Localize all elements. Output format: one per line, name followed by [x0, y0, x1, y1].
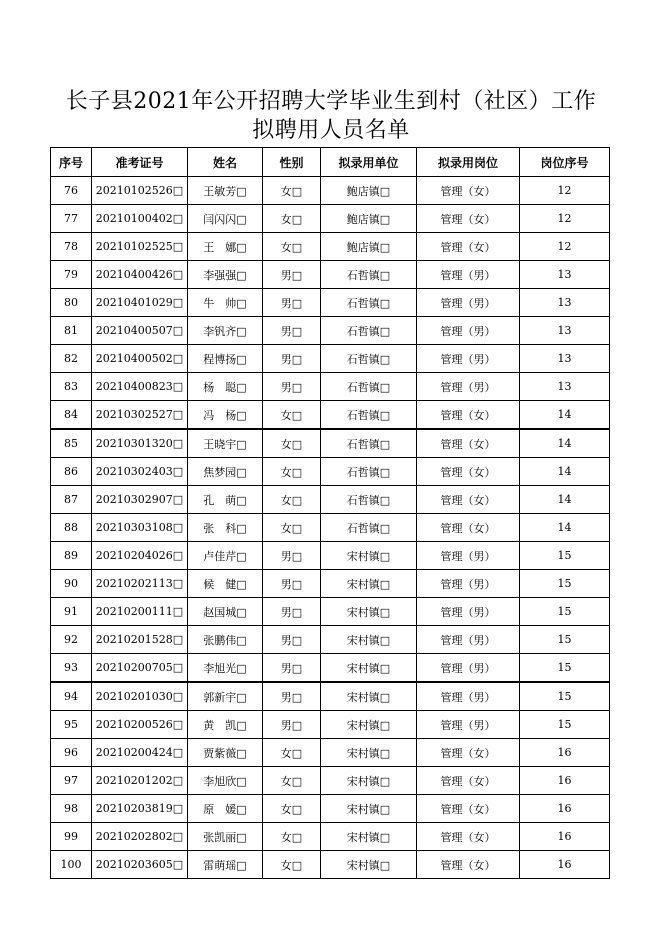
cell-index: 95: [51, 711, 92, 739]
cell-index: 86: [51, 458, 92, 486]
cell-gender: 女□: [263, 429, 321, 458]
cell-index: 77: [51, 205, 92, 233]
cell-post: 管理（女）: [417, 739, 520, 767]
cell-unit: 宋村镇□: [321, 711, 417, 739]
cell-index: 79: [51, 261, 92, 289]
table-row: [51, 851, 610, 879]
cell-post: 管理（女）: [417, 401, 520, 430]
cell-post: 管理（男）: [417, 711, 520, 739]
cell-post-number: 15: [520, 570, 610, 598]
table-row: [51, 401, 610, 430]
cell-index: 76: [51, 177, 92, 205]
cell-unit: 鲍店镇□: [321, 233, 417, 261]
cell-post-number: 15: [520, 626, 610, 654]
document-title-line2: 拟聘用人员名单: [252, 118, 410, 143]
cell-post-number: 12: [520, 177, 610, 205]
cell-exam-id: 20210100402□: [92, 205, 188, 233]
cell-name: 李旭光□: [188, 654, 263, 683]
cell-post-number: 14: [520, 401, 610, 430]
cell-exam-id: 20210201030□: [92, 682, 188, 711]
cell-post: 管理（女）: [417, 514, 520, 542]
cell-name: 杨 聪□: [188, 373, 263, 401]
cell-gender: 男□: [263, 542, 321, 570]
cell-exam-id: 20210200526□: [92, 711, 188, 739]
cell-index: 93: [51, 654, 92, 683]
header-name: 姓名: [188, 148, 263, 177]
cell-index: 78: [51, 233, 92, 261]
cell-unit: 宋村镇□: [321, 542, 417, 570]
table-row: [51, 654, 610, 683]
cell-name: 焦梦园□: [188, 458, 263, 486]
header-row: [51, 148, 610, 177]
cell-unit: 石哲镇□: [321, 317, 417, 345]
table-row: [51, 458, 610, 486]
cell-index: 90: [51, 570, 92, 598]
cell-gender: 男□: [263, 373, 321, 401]
table-row: [51, 795, 610, 823]
cell-unit: 石哲镇□: [321, 261, 417, 289]
cell-post: 管理（男）: [417, 598, 520, 626]
cell-index: 88: [51, 514, 92, 542]
cell-post-number: 13: [520, 317, 610, 345]
cell-unit: 宋村镇□: [321, 739, 417, 767]
cell-post-number: 13: [520, 261, 610, 289]
header-post-number: 岗位序号: [520, 148, 610, 177]
cell-post-number: 14: [520, 429, 610, 458]
cell-unit: 石哲镇□: [321, 429, 417, 458]
cell-post: 管理（女）: [417, 205, 520, 233]
cell-gender: 男□: [263, 345, 321, 373]
cell-gender: 女□: [263, 401, 321, 430]
cell-exam-id: 20210200705□: [92, 654, 188, 683]
cell-exam-id: 20210302907□: [92, 486, 188, 514]
cell-post-number: 15: [520, 711, 610, 739]
cell-exam-id: 20210302403□: [92, 458, 188, 486]
cell-name: 程博扬□: [188, 345, 263, 373]
cell-post: 管理（女）: [417, 233, 520, 261]
cell-exam-id: 20210400426□: [92, 261, 188, 289]
cell-name: 李强强□: [188, 261, 263, 289]
cell-unit: 宋村镇□: [321, 570, 417, 598]
cell-gender: 男□: [263, 654, 321, 683]
cell-post-number: 13: [520, 373, 610, 401]
cell-gender: 女□: [263, 514, 321, 542]
cell-gender: 男□: [263, 317, 321, 345]
cell-exam-id: 20210301320□: [92, 429, 188, 458]
cell-gender: 女□: [263, 458, 321, 486]
cell-post: 管理（女）: [417, 458, 520, 486]
cell-gender: 女□: [263, 205, 321, 233]
cell-index: 83: [51, 373, 92, 401]
cell-post-number: 15: [520, 542, 610, 570]
cell-name: 张凯丽□: [188, 823, 263, 851]
cell-name: 雷萌瑶□: [188, 851, 263, 879]
candidate-table: [50, 147, 610, 879]
cell-gender: 女□: [263, 767, 321, 795]
cell-unit: 石哲镇□: [321, 373, 417, 401]
table-row: [51, 711, 610, 739]
cell-post-number: 16: [520, 823, 610, 851]
cell-gender: 男□: [263, 711, 321, 739]
header-exam-id: 准考证号: [92, 148, 188, 177]
cell-post: 管理（女）: [417, 795, 520, 823]
cell-exam-id: 20210400507□: [92, 317, 188, 345]
cell-name: 牛 帅□: [188, 289, 263, 317]
cell-exam-id: 20210102526□: [92, 177, 188, 205]
cell-post-number: 16: [520, 795, 610, 823]
cell-exam-id: 20210200111□: [92, 598, 188, 626]
cell-post: 管理（女）: [417, 851, 520, 879]
cell-index: 98: [51, 795, 92, 823]
cell-unit: 石哲镇□: [321, 514, 417, 542]
cell-exam-id: 20210202113□: [92, 570, 188, 598]
table-row: [51, 767, 610, 795]
cell-unit: 宋村镇□: [321, 851, 417, 879]
cell-exam-id: 20210401029□: [92, 289, 188, 317]
cell-unit: 宋村镇□: [321, 795, 417, 823]
cell-post: 管理（男）: [417, 289, 520, 317]
table-row: [51, 486, 610, 514]
cell-index: 85: [51, 429, 92, 458]
table-row: [51, 233, 610, 261]
cell-post-number: 14: [520, 514, 610, 542]
cell-post-number: 13: [520, 345, 610, 373]
cell-name: 李旭欣□: [188, 767, 263, 795]
cell-post: 管理（男）: [417, 626, 520, 654]
cell-gender: 男□: [263, 626, 321, 654]
cell-post: 管理（男）: [417, 542, 520, 570]
cell-index: 82: [51, 345, 92, 373]
cell-exam-id: 20210400502□: [92, 345, 188, 373]
cell-index: 87: [51, 486, 92, 514]
cell-gender: 女□: [263, 851, 321, 879]
table-row: [51, 598, 610, 626]
cell-name: 黄 凯□: [188, 711, 263, 739]
cell-post: 管理（男）: [417, 682, 520, 711]
cell-exam-id: 20210302527□: [92, 401, 188, 430]
cell-gender: 女□: [263, 739, 321, 767]
cell-post-number: 15: [520, 682, 610, 711]
table-row: [51, 317, 610, 345]
table-row: [51, 289, 610, 317]
cell-name: 张鹏伟□: [188, 626, 263, 654]
cell-exam-id: 20210201528□: [92, 626, 188, 654]
cell-post: 管理（女）: [417, 177, 520, 205]
cell-unit: 宋村镇□: [321, 682, 417, 711]
cell-index: 81: [51, 317, 92, 345]
cell-post-number: 15: [520, 598, 610, 626]
header-gender: 性别: [263, 148, 321, 177]
cell-unit: 石哲镇□: [321, 458, 417, 486]
cell-name: 候 健□: [188, 570, 263, 598]
cell-exam-id: 20210303108□: [92, 514, 188, 542]
cell-post: 管理（女）: [417, 767, 520, 795]
cell-name: 王晓宇□: [188, 429, 263, 458]
header-unit: 拟录用单位: [321, 148, 417, 177]
cell-gender: 女□: [263, 795, 321, 823]
cell-exam-id: 20210202802□: [92, 823, 188, 851]
cell-index: 94: [51, 682, 92, 711]
table-row: [51, 429, 610, 458]
cell-post-number: 15: [520, 654, 610, 683]
cell-index: 96: [51, 739, 92, 767]
cell-post: 管理（男）: [417, 654, 520, 683]
cell-post: 管理（女）: [417, 429, 520, 458]
cell-post-number: 16: [520, 851, 610, 879]
cell-post: 管理（男）: [417, 317, 520, 345]
table-body: [51, 177, 610, 879]
cell-index: 91: [51, 598, 92, 626]
cell-index: 92: [51, 626, 92, 654]
cell-post-number: 14: [520, 486, 610, 514]
cell-name: 王敏芳□: [188, 177, 263, 205]
cell-name: 王 娜□: [188, 233, 263, 261]
cell-gender: 男□: [263, 261, 321, 289]
header-index: 序号: [51, 148, 92, 177]
cell-post-number: 13: [520, 289, 610, 317]
cell-unit: 宋村镇□: [321, 654, 417, 683]
cell-index: 99: [51, 823, 92, 851]
cell-unit: 宋村镇□: [321, 823, 417, 851]
cell-name: 原 媛□: [188, 795, 263, 823]
table-row: [51, 626, 610, 654]
cell-exam-id: 20210204026□: [92, 542, 188, 570]
cell-name: 赵国城□: [188, 598, 263, 626]
cell-exam-id: 20210200424□: [92, 739, 188, 767]
table-row: [51, 373, 610, 401]
table-row: [51, 177, 610, 205]
cell-post: 管理（男）: [417, 373, 520, 401]
cell-exam-id: 20210400823□: [92, 373, 188, 401]
cell-index: 100: [51, 851, 92, 879]
cell-post: 管理（男）: [417, 345, 520, 373]
cell-unit: 宋村镇□: [321, 767, 417, 795]
cell-name: 孔 萌□: [188, 486, 263, 514]
cell-index: 80: [51, 289, 92, 317]
table-row: [51, 205, 610, 233]
cell-exam-id: 20210102525□: [92, 233, 188, 261]
cell-post-number: 12: [520, 233, 610, 261]
table-row: [51, 570, 610, 598]
cell-unit: 鲍店镇□: [321, 205, 417, 233]
cell-gender: 女□: [263, 177, 321, 205]
table-row: [51, 514, 610, 542]
cell-post: 管理（男）: [417, 570, 520, 598]
table-row: [51, 261, 610, 289]
cell-unit: 石哲镇□: [321, 486, 417, 514]
cell-name: 闫闪闪□: [188, 205, 263, 233]
cell-post: 管理（女）: [417, 823, 520, 851]
cell-unit: 鲍店镇□: [321, 177, 417, 205]
cell-post: 管理（男）: [417, 261, 520, 289]
cell-name: 贾紫薇□: [188, 739, 263, 767]
cell-gender: 女□: [263, 486, 321, 514]
cell-exam-id: 20210203819□: [92, 795, 188, 823]
document-title-line1: 长子县2021年公开招聘大学毕业生到村（社区）工作: [65, 89, 597, 114]
cell-unit: 宋村镇□: [321, 626, 417, 654]
cell-gender: 男□: [263, 682, 321, 711]
cell-gender: 女□: [263, 233, 321, 261]
cell-name: 李钒齐□: [188, 317, 263, 345]
cell-name: 张 科□: [188, 514, 263, 542]
table-row: [51, 823, 610, 851]
cell-post-number: 16: [520, 739, 610, 767]
table-row: [51, 542, 610, 570]
cell-exam-id: 20210201202□: [92, 767, 188, 795]
cell-exam-id: 20210203605□: [92, 851, 188, 879]
cell-index: 89: [51, 542, 92, 570]
cell-name: 郭新宇□: [188, 682, 263, 711]
cell-index: 84: [51, 401, 92, 430]
cell-gender: 男□: [263, 289, 321, 317]
cell-gender: 女□: [263, 823, 321, 851]
cell-post-number: 12: [520, 205, 610, 233]
cell-name: 卢佳芹□: [188, 542, 263, 570]
cell-post: 管理（女）: [417, 486, 520, 514]
cell-gender: 男□: [263, 598, 321, 626]
cell-unit: 宋村镇□: [321, 598, 417, 626]
cell-unit: 石哲镇□: [321, 345, 417, 373]
cell-post-number: 14: [520, 458, 610, 486]
cell-index: 97: [51, 767, 92, 795]
table-row: [51, 739, 610, 767]
cell-post-number: 16: [520, 767, 610, 795]
cell-unit: 石哲镇□: [321, 289, 417, 317]
cell-gender: 男□: [263, 570, 321, 598]
cell-name: 冯 杨□: [188, 401, 263, 430]
cell-unit: 石哲镇□: [321, 401, 417, 430]
header-post: 拟录用岗位: [417, 148, 520, 177]
table-row: [51, 682, 610, 711]
table-row: [51, 345, 610, 373]
